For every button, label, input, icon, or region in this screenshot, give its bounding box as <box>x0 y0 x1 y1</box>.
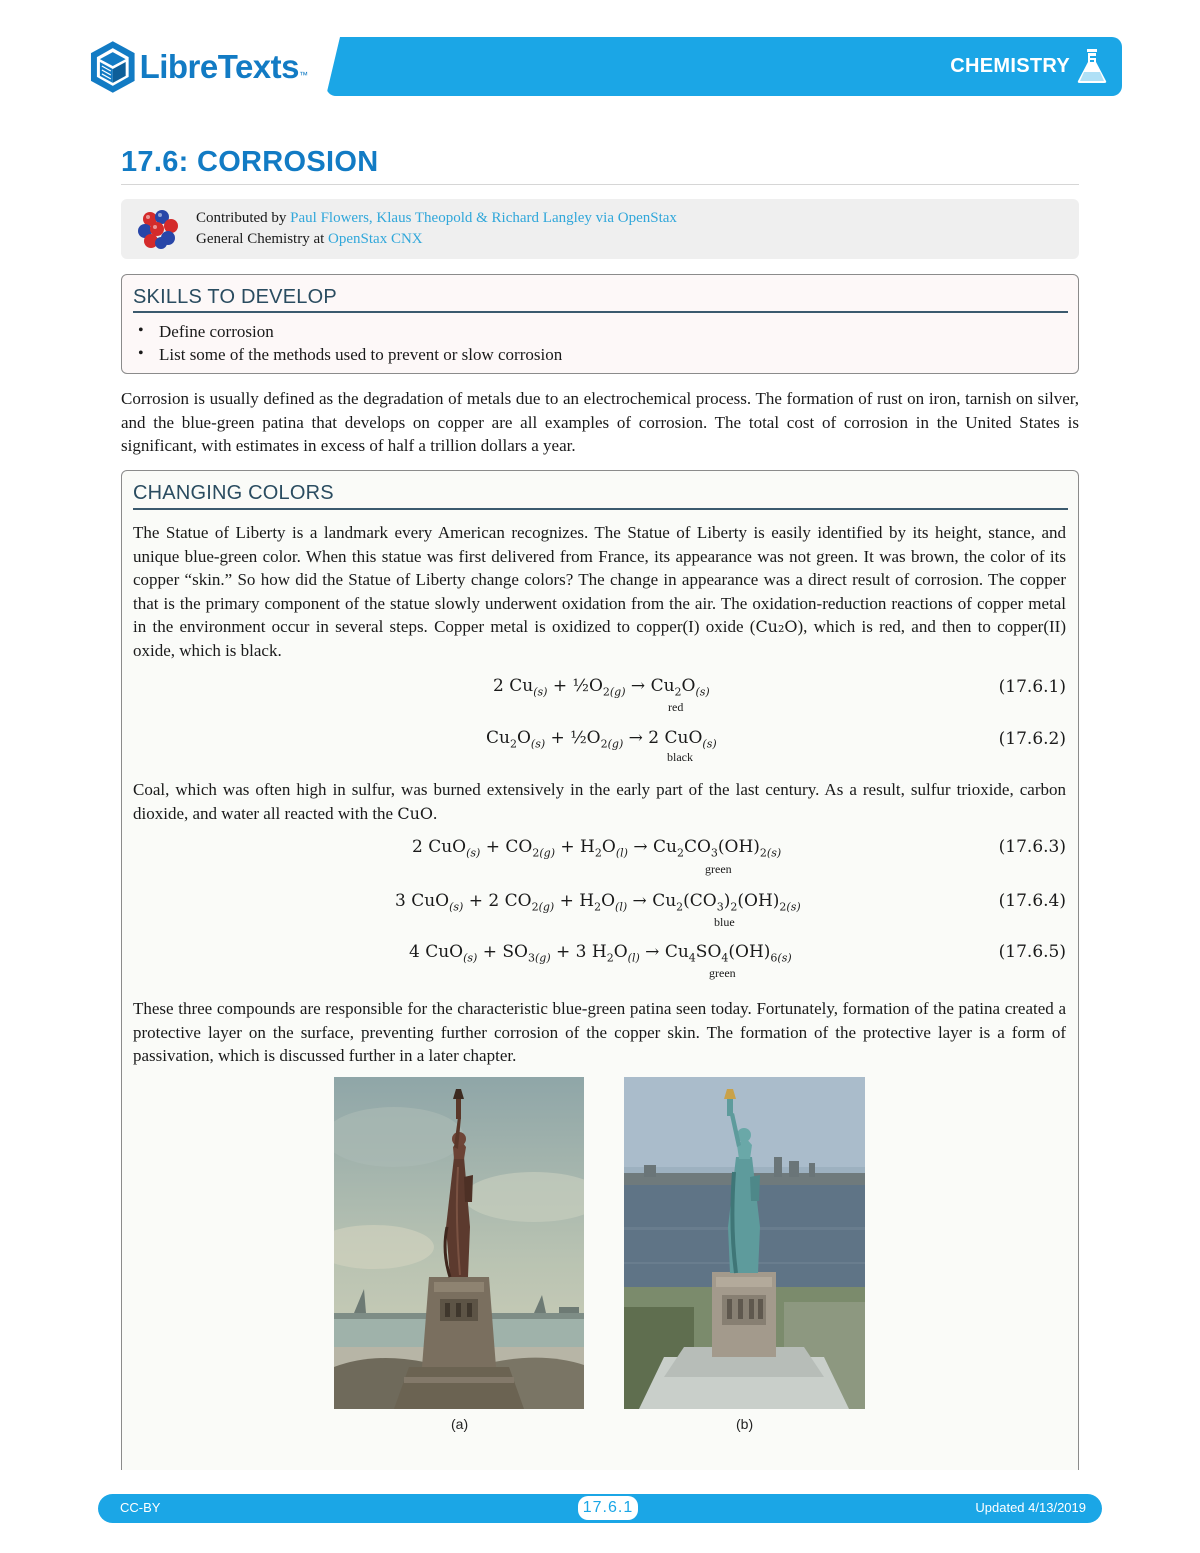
patina-paragraph: These three compounds are responsible for the characteristic blue-green patina seen today. Fortunately, formation of the patina created a protective layer on the surface, preventing further corrosion of the copper skin. The formation of the protective layer is a form of passivation, which is discussed further in a later chapter. <box>133 999 1066 1066</box>
equation-5: 4 $CuO_{(s)} + SO_{3(g)} + 3$ $H_2O_{(l)} \to Cu_4SO_4(OH)_{6(s)}$ <box>409 942 792 965</box>
page-number: 17.6.1 <box>578 1496 638 1520</box>
contributor-line <box>196 208 677 229</box>
updated-date: Updated 4/13/2019 <box>975 1500 1086 1515</box>
libretexts-logo-icon <box>88 39 138 95</box>
page-title: 17.6: CORROSION <box>121 146 379 178</box>
coal-text-a: Coal, which was often high in sulfur, was burned extensively in the early part of the last century. As a result, sulfur trioxide, carbon dioxide, and water all reacted with the <box>133 780 1066 823</box>
license-label: CC-BY <box>120 1500 161 1515</box>
equation-1-number: (17.6.1) <box>998 677 1066 697</box>
equation-2-label: black <box>667 750 693 764</box>
skills-box <box>121 274 1079 374</box>
logo-trademark: ™ <box>299 70 308 80</box>
equation-2: $Cu_2O_{(s)}$ + $\frac{1}{2}O_{2(g)} \to 2$ CuO$_{(s)}$ <box>486 728 717 751</box>
skills-list <box>138 320 562 366</box>
subject-label: CHEMISTRY <box>950 55 1070 77</box>
logo-wordmark: LibreTexts <box>139 48 299 85</box>
cu2o-formula: Cu₂O <box>755 617 798 637</box>
equation-3: 2 $CuO_{(s)} + CO_{2(g)} + H_2O_{(l)} \to Cu_2CO_3(OH)_{2(s)}$ <box>412 837 782 860</box>
page-footer <box>98 1494 1102 1523</box>
contributor-prefix: Contributed by <box>196 210 291 226</box>
subject-banner[interactable] <box>326 37 1122 96</box>
statue-green-photo <box>624 1077 865 1409</box>
equation-4-number: (17.6.4) <box>998 891 1066 911</box>
skills-heading-rule <box>133 311 1068 313</box>
source-prefix: General Chemistry at <box>196 231 329 247</box>
source-line <box>196 229 677 250</box>
equation-3-label: green <box>705 862 732 876</box>
coal-paragraph <box>133 778 1066 825</box>
skills-heading: SKILLS TO DEVELOP <box>133 286 337 308</box>
intro-paragraph: Corrosion is usually defined as the degradation of metals due to an electrochemical process. The formation of rust on iron, tarnish on silver, and the blue-green patina that develops on copper are all examples of corrosion. The total cost of corrosion in the United States is significant, with estimates in excess of half a trillion dollars a year. <box>121 389 1079 456</box>
atom-cluster-icon <box>136 207 180 251</box>
coal-text-b: . <box>433 803 438 823</box>
flask-icon <box>1076 48 1108 84</box>
equation-1: 2 $Cu_{(s)}$ + $\frac{1}{2}O_{2(g)} \to Cu_2O_{(s)}$ <box>493 676 710 699</box>
statue-text-b: ), which is red, and then to copper(II) oxide, which is black. <box>133 617 1066 660</box>
changing-colors-heading: CHANGING COLORS <box>133 482 334 504</box>
equation-5-number: (17.6.5) <box>998 942 1066 962</box>
caption-a: (a) <box>451 1416 469 1432</box>
skill-item: • Define corrosion <box>138 320 562 343</box>
equation-3-number: (17.6.3) <box>998 837 1066 857</box>
changing-colors-heading-rule <box>133 508 1068 510</box>
statue-text-a: The Statue of Liberty is a landmark every American recognizes. The Statue of Liberty is easily identified by its height, stance, and unique blue-green color. When this statue was first delivered from France, its appearance was not green. It was brown, the color of its copper “skin.” So how did the Statue of Liberty change colors? The change in appearance was a direct result of corrosion. The copper that is the primary component of the statue slowly underwent oxidation from the air. The oxidation-reduction reactions of copper metal in the environment occur in several steps. Copper metal is oxidized to copper(I) oxide ( <box>133 523 1066 637</box>
statue-paragraph <box>133 521 1066 663</box>
equation-4-label: blue <box>714 915 735 929</box>
libretexts-logo[interactable] <box>88 38 308 96</box>
contributor-box <box>121 199 1079 259</box>
openstax-cnx-link[interactable]: OpenStax CNX <box>328 231 423 247</box>
statue-brown-painting <box>334 1077 584 1409</box>
equation-2-number: (17.6.2) <box>998 729 1066 749</box>
equation-1-label: red <box>668 700 684 714</box>
equation-5-label: green <box>709 966 736 980</box>
cuo-formula: CuO <box>397 803 434 823</box>
caption-b: (b) <box>736 1416 754 1432</box>
authors-link[interactable]: Paul Flowers, Klaus Theopold & Richard Langley via OpenStax <box>290 210 677 226</box>
equation-4: 3 CuO$_{(s)}$ + 2 $CO_{2(g)} + H_2O_{(l)} \to Cu_2(CO_3)_2(OH)_{2(s)}$ <box>395 891 801 914</box>
title-divider <box>121 184 1079 185</box>
skill-item: • List some of the methods used to prevent or slow corrosion <box>138 343 562 366</box>
